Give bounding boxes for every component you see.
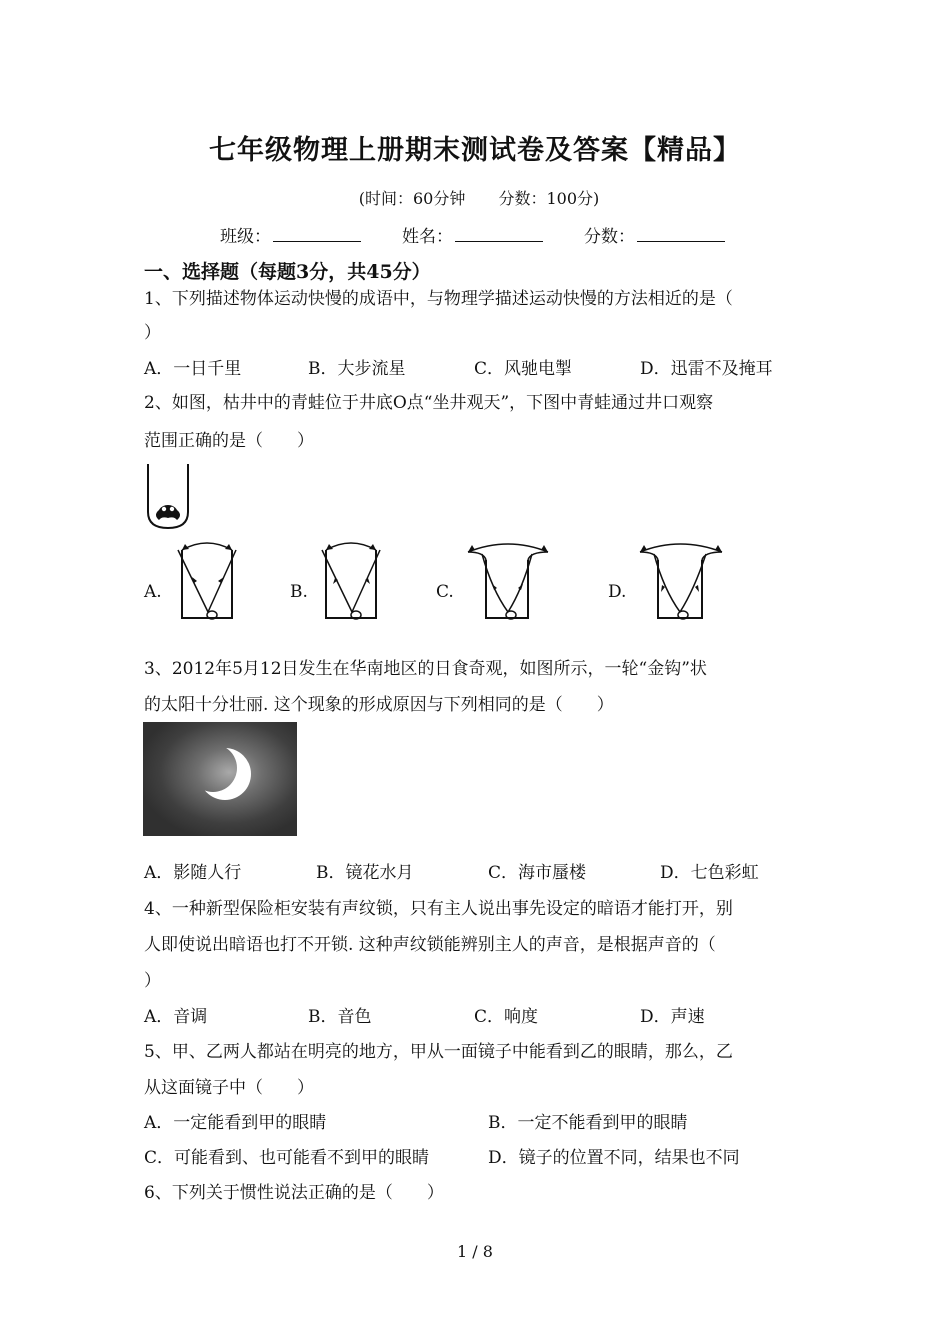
q5-option-d: D．镜子的位置不同，结果也不同 [488, 1148, 740, 1168]
q4-option-b: B．音色 [308, 1007, 372, 1027]
q3-option-c: C．海市蜃楼 [488, 863, 587, 883]
q5-option-c: C．可能看到、也可能看不到甲的眼睛 [144, 1148, 430, 1168]
q2-label-b: B. [290, 582, 308, 602]
solar-eclipse-photo [143, 722, 297, 836]
page-title: 七年级物理上册期末测试卷及答案【精品】 [209, 135, 741, 166]
class-field [220, 222, 361, 247]
q1-line1: 1、下列描述物体运动快慢的成语中，与物理学描述运动快慢的方法相近的是（ [144, 289, 733, 309]
q2-line1: 2、如图，枯井中的青蛙位于井底O点“坐井观天”，下图中青蛙通过井口观察 [144, 393, 714, 413]
q3-line1: 3、2012年5月12日发生在华南地区的日食奇观，如图所示，一轮“金钩”状 [144, 659, 707, 679]
exam-meta [0, 186, 950, 209]
q3-option-b: B．镜花水月 [316, 863, 414, 883]
q3-line2: 的太阳十分壮丽. 这个现象的形成原因与下列相同的是（ ） [144, 695, 614, 715]
q1-line2: ） [144, 323, 161, 343]
q4-line3: ） [144, 971, 161, 991]
class-label: 班级： [220, 227, 271, 247]
section-heading: 一、选择题（每题3分，共45分） [144, 261, 431, 283]
well-frog-figure [140, 462, 196, 532]
score-label: 分数： [584, 227, 635, 247]
name-blank [455, 227, 543, 242]
q4-line1: 4、一种新型保险柜安装有声纹锁，只有主人说出事先设定的暗语才能打开，别 [144, 899, 733, 919]
q6-line1: 6、下列关于惯性说法正确的是（ ） [144, 1183, 444, 1203]
q2-line2: 范围正确的是（ ） [144, 431, 314, 451]
q5-line2: 从这面镜子中（ ） [144, 1078, 314, 1098]
q2-label-d: D. [608, 582, 627, 602]
name-label: 姓名： [402, 227, 453, 247]
name-field [402, 222, 543, 247]
score-field [584, 222, 725, 247]
q1-option-b: B．大步流星 [308, 359, 406, 379]
total-score-text: 分数：100分) [498, 189, 600, 208]
q2-figure-a [170, 540, 250, 622]
class-blank [273, 227, 361, 242]
time-text: (时间：60分钟 [358, 189, 466, 208]
q1-option-a: A．一日千里 [144, 359, 242, 379]
q4-option-a: A．音调 [144, 1007, 208, 1027]
q5-line1: 5、甲、乙两人都站在明亮的地方，甲从一面镜子中能看到乙的眼睛，那么，乙 [144, 1042, 733, 1062]
q2-label-c: C. [436, 582, 454, 602]
q2-figure-b [314, 540, 394, 622]
q2-figure-c [462, 540, 554, 622]
q2-figure-d [632, 540, 728, 622]
q2-label-a: A. [144, 582, 162, 602]
score-blank [637, 227, 725, 242]
q3-option-a: A．影随人行 [144, 863, 242, 883]
q5-option-b: B．一定不能看到甲的眼睛 [488, 1113, 688, 1133]
q5-option-a: A．一定能看到甲的眼睛 [144, 1113, 327, 1133]
q4-line2: 人即使说出暗语也打不开锁. 这种声纹锁能辨别主人的声音，是根据声音的（ [144, 935, 716, 955]
q1-option-c: C．风驰电掣 [474, 359, 573, 379]
page-number: 1 / 8 [457, 1242, 493, 1261]
q1-option-d: D．迅雷不及掩耳 [640, 359, 773, 379]
q4-option-d: D．声速 [640, 1007, 705, 1027]
q4-option-c: C．响度 [474, 1007, 539, 1027]
q3-option-d: D．七色彩虹 [660, 863, 759, 883]
